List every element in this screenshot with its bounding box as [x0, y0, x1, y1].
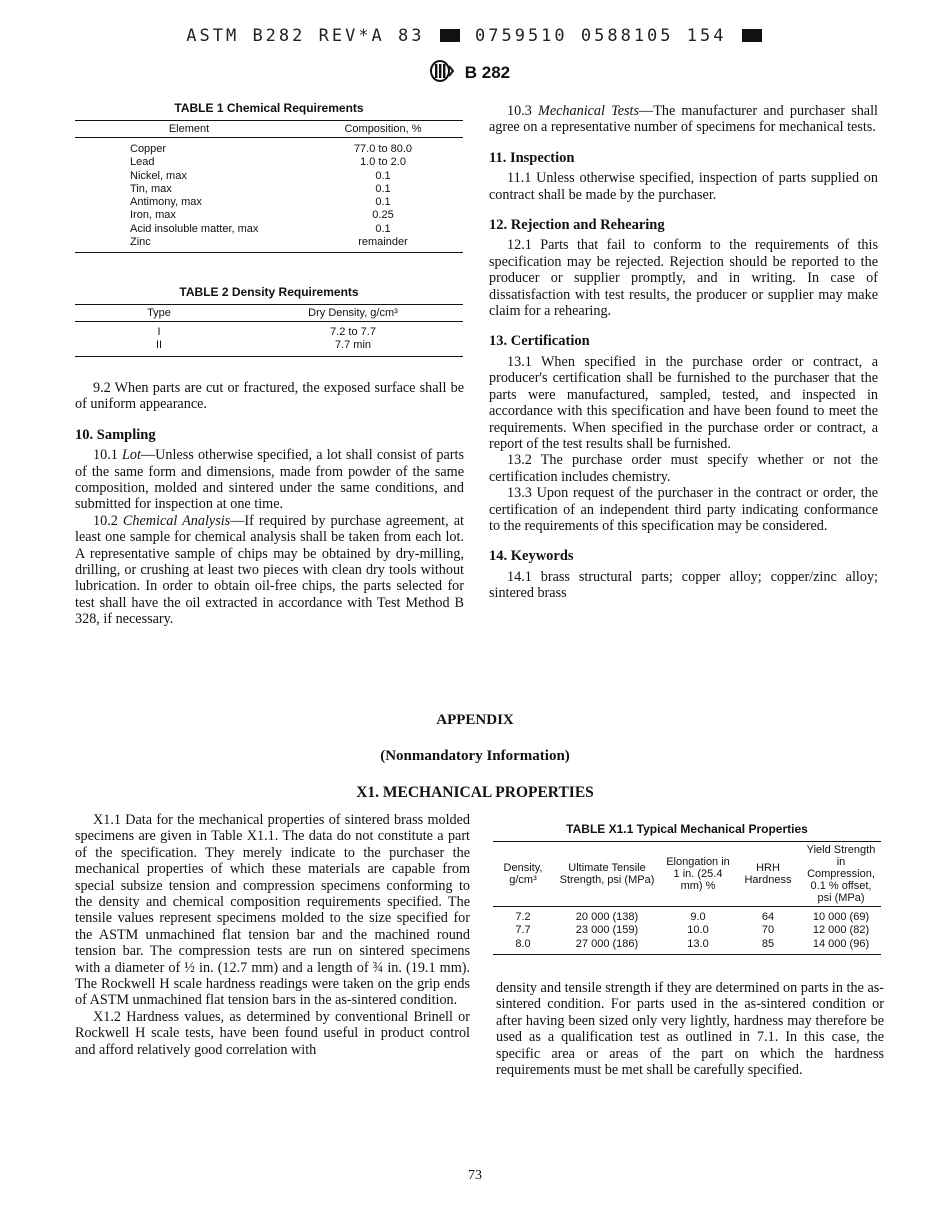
table1-cell: 0.1 [375, 222, 391, 235]
table1-cell: Lead [130, 156, 155, 169]
paragraph-10-1: 10.1 Lot—Unless otherwise specified, a lot shall consist of parts of the same form and dimensions, made from powder of the same composition, molded and sintered under the same conditions, and submitted for inspection at one time. [75, 447, 464, 513]
table2-cell: 7.2 to 7.7 [330, 326, 376, 338]
tablex1-cell: 27 000 (186) [575, 937, 639, 950]
heading-12-rejection: 12. Rejection and Rehearing [489, 217, 665, 234]
table1-cell: Copper [130, 143, 167, 155]
table-x1-1-title: TABLE X1.1 Typical Mechanical Properties [566, 822, 808, 836]
tablex1-row [493, 924, 881, 937]
table-2-grid [75, 304, 463, 356]
astm-logo-icon [430, 60, 454, 87]
tablex1-cell: 7.2 [515, 911, 531, 923]
heading-13-certification: 13. Certification [489, 333, 590, 350]
table1-row [75, 156, 463, 169]
tablex1-cell: 14 000 (96) [812, 937, 870, 950]
table1-cell: Acid insoluble matter, max [130, 222, 259, 235]
designation-text: B 282 [464, 63, 511, 82]
appendix-right-column [496, 980, 884, 1078]
paragraph-11-1: 11.1 Unless otherwise specified, inspection of parts supplied on contract shall be made by the purchaser. [489, 170, 878, 203]
table1-row [75, 223, 463, 236]
table1-cell: Zinc [130, 236, 151, 249]
tablex1-cell: 7.7 [515, 924, 531, 937]
table1-row [75, 138, 463, 157]
table-x1-1-header: Yield Strength in Compression, 0.1 % offset, psi (MPa) [806, 844, 876, 904]
page-number: 73 [468, 1168, 482, 1183]
table-x1-1-grid [493, 841, 881, 954]
table1-row [75, 170, 463, 183]
table-2-bottom-rule [75, 356, 463, 357]
table-x1-1-header: Density, g/cm³ [503, 862, 543, 886]
tablex1-cell: 12 000 (82) [812, 924, 870, 937]
tablex1-cell: 10.0 [687, 924, 709, 937]
tablex1-cell: 9.0 [690, 911, 706, 923]
table-x1-1 [493, 822, 881, 955]
table-1-title: TABLE 1 Chemical Requirements [174, 101, 364, 115]
table1-cell: 0.25 [372, 209, 394, 222]
tablex1-cell: 23 000 (159) [575, 924, 639, 937]
paragraph-x1-2-continued: density and tensile strength if they are determined on parts in the as-sintered condition. For parts used in the as-sintered condition or after having been sized only very lightly, hardness may therefore be used as a qualification test as outlined in 7.1. In this case, the specific area or areas of the part on which the hardness requirements must be met shall be carefully specified. [496, 980, 884, 1079]
paragraph-10-2: 10.2 Chemical Analysis—If required by purchase agreement, at least one sample for chemical analysis shall be taken from each lot. A representative sample of chips may be obtained by dry-milling, drilling, or crushing at least two pieces with clean dry tools without lubrication. In order to obtain oil-free chips, the parts selected for test shall have the oil extracted in accordance with Test Method B 328, if necessary. [75, 512, 464, 628]
tablex1-cell: 8.0 [515, 937, 531, 950]
table-x1-1-bottom-rule [493, 954, 881, 955]
table1-row [75, 209, 463, 222]
paragraph-x1-1: X1.1 Data for the mechanical properties of sintered brass molded specimens are given in Table X1.1. The data do not constitute a part of the specification. They merely indicate to the purchaser the mechanical properties of which these materials are capable from special subsize tension and compression specimens conforming to the density and chemical composition requirements specified. The tensile values represent specimens molded to the size specified for the ASTM unmachined flat tension bar and the machined round tension bar. The compression tests are run on sintered specimens with a diameter of ½ in. (12.7 mm) and a length of ¾ in. (19.1 mm). The Rockwell H scale hardness readings were taken on the grip ends of ASTM unmachined flat tension bars in the as-sintered condition. [75, 812, 470, 1009]
right-column [489, 103, 878, 602]
tablex1-cell: 13.0 [687, 937, 709, 950]
paragraph-12-1: 12.1 Parts that fail to conform to the requirements of this specification may be rejected. Rejection should be reported to the producer or supplier promptly, and in writing. In case of dissatisfaction with test results, the producer or supplier may make claim for a rehearing. [489, 237, 878, 320]
table2-row [75, 322, 463, 340]
table-x1-1-header: Elongation in 1 in. (25.4 mm) % [666, 856, 730, 892]
appendix-left-column [75, 812, 470, 1058]
table2-cell: 7.7 min [334, 339, 372, 352]
header-code-part2: 0759510 0588105 154 [475, 26, 727, 46]
appendix-section-heading: X1. MECHANICAL PROPERTIES [356, 784, 594, 801]
table-2 [75, 285, 463, 357]
tablex1-row [493, 907, 881, 925]
paragraph-13-2: 13.2 The purchase order must specify whether or not the certification includes chemistry. [489, 452, 878, 485]
table2-cell: II [155, 339, 163, 352]
paragraph-13-1: 13.1 When specified in the purchase order or contract, a producer's certification shall be furnished to the purchaser that the parts were manufactured, sampled, tested, and inspected in accordance with this specification and have been found to meet the requirements. When specified in the purchase order or contract, a report of the test results shall be furnished. [489, 353, 878, 452]
table1-cell: 0.1 [375, 182, 391, 195]
tablex1-cell: 10 000 (69) [812, 911, 870, 923]
tablex1-cell: 85 [761, 937, 775, 950]
table-x1-1-header: HRH Hardness [744, 862, 792, 886]
table2-row [75, 339, 463, 355]
paragraph-9-2: 9.2 When parts are cut or fractured, the exposed surface shall be of uniform appearance. [75, 380, 464, 413]
header-code [0, 26, 950, 46]
table1-cell: 0.1 [375, 169, 391, 182]
table-x1-1-header: Ultimate Tensile Strength, psi (MPa) [559, 862, 655, 886]
table1-cell: 77.0 to 80.0 [353, 143, 413, 155]
tablex1-cell: 64 [761, 911, 775, 923]
block-mark [440, 29, 460, 42]
appendix-title: APPENDIX [436, 712, 514, 728]
table1-row [75, 196, 463, 209]
tablex1-row [493, 938, 881, 954]
heading-14-keywords: 14. Keywords [489, 548, 574, 565]
appendix-subtitle: (Nonmandatory Information) [380, 748, 570, 764]
table-2-title: TABLE 2 Density Requirements [179, 285, 359, 299]
table-1-grid [75, 120, 463, 252]
table1-cell: 1.0 to 2.0 [360, 156, 406, 169]
heading-11-inspection: 11. Inspection [489, 149, 575, 166]
table-2-header: Dry Density, g/cm³ [308, 307, 398, 319]
paragraph-x1-2: X1.2 Hardness values, as determined by conventional Brinell or Rockwell H scale tests, have been found useful in product control and afford relatively good correlation with [75, 1008, 470, 1058]
tablex1-cell: 70 [761, 924, 775, 937]
paragraph-14-1: 14.1 brass structural parts; copper alloy; copper/zinc alloy; sintered brass [489, 568, 878, 602]
table-1-header: Composition, % [344, 123, 422, 135]
table-1-bottom-rule [75, 252, 463, 253]
table1-cell: remainder [358, 236, 408, 249]
table1-cell: Antimony, max [130, 196, 202, 209]
table1-cell: Tin, max [130, 182, 172, 195]
paragraph-13-3: 13.3 Upon request of the purchaser in the contract or order, the certification of an independent third party indicating conformance to the requirements of this specification may be considered. [489, 485, 878, 534]
heading-10-sampling: 10. Sampling [75, 426, 156, 443]
block-mark [742, 29, 762, 42]
table1-cell: Iron, max [130, 209, 176, 222]
paragraph-10-3: 10.3 Mechanical Tests—The manufacturer and purchaser shall agree on a representative number of specimens for mechanical tests. [489, 103, 878, 136]
table-1-header: Element [168, 123, 210, 135]
header-code-part1: ASTM B282 REV*A 83 [186, 26, 425, 46]
designation [430, 60, 510, 87]
tablex1-cell: 20 000 (138) [575, 911, 639, 923]
table1-row [75, 183, 463, 196]
table1-cell: 0.1 [375, 196, 391, 209]
table-2-header: Type [147, 307, 171, 319]
table2-cell: I [157, 326, 161, 338]
left-column [75, 380, 464, 628]
table1-row [75, 236, 463, 252]
table1-cell: Nickel, max [130, 169, 187, 182]
table-1 [75, 101, 463, 253]
